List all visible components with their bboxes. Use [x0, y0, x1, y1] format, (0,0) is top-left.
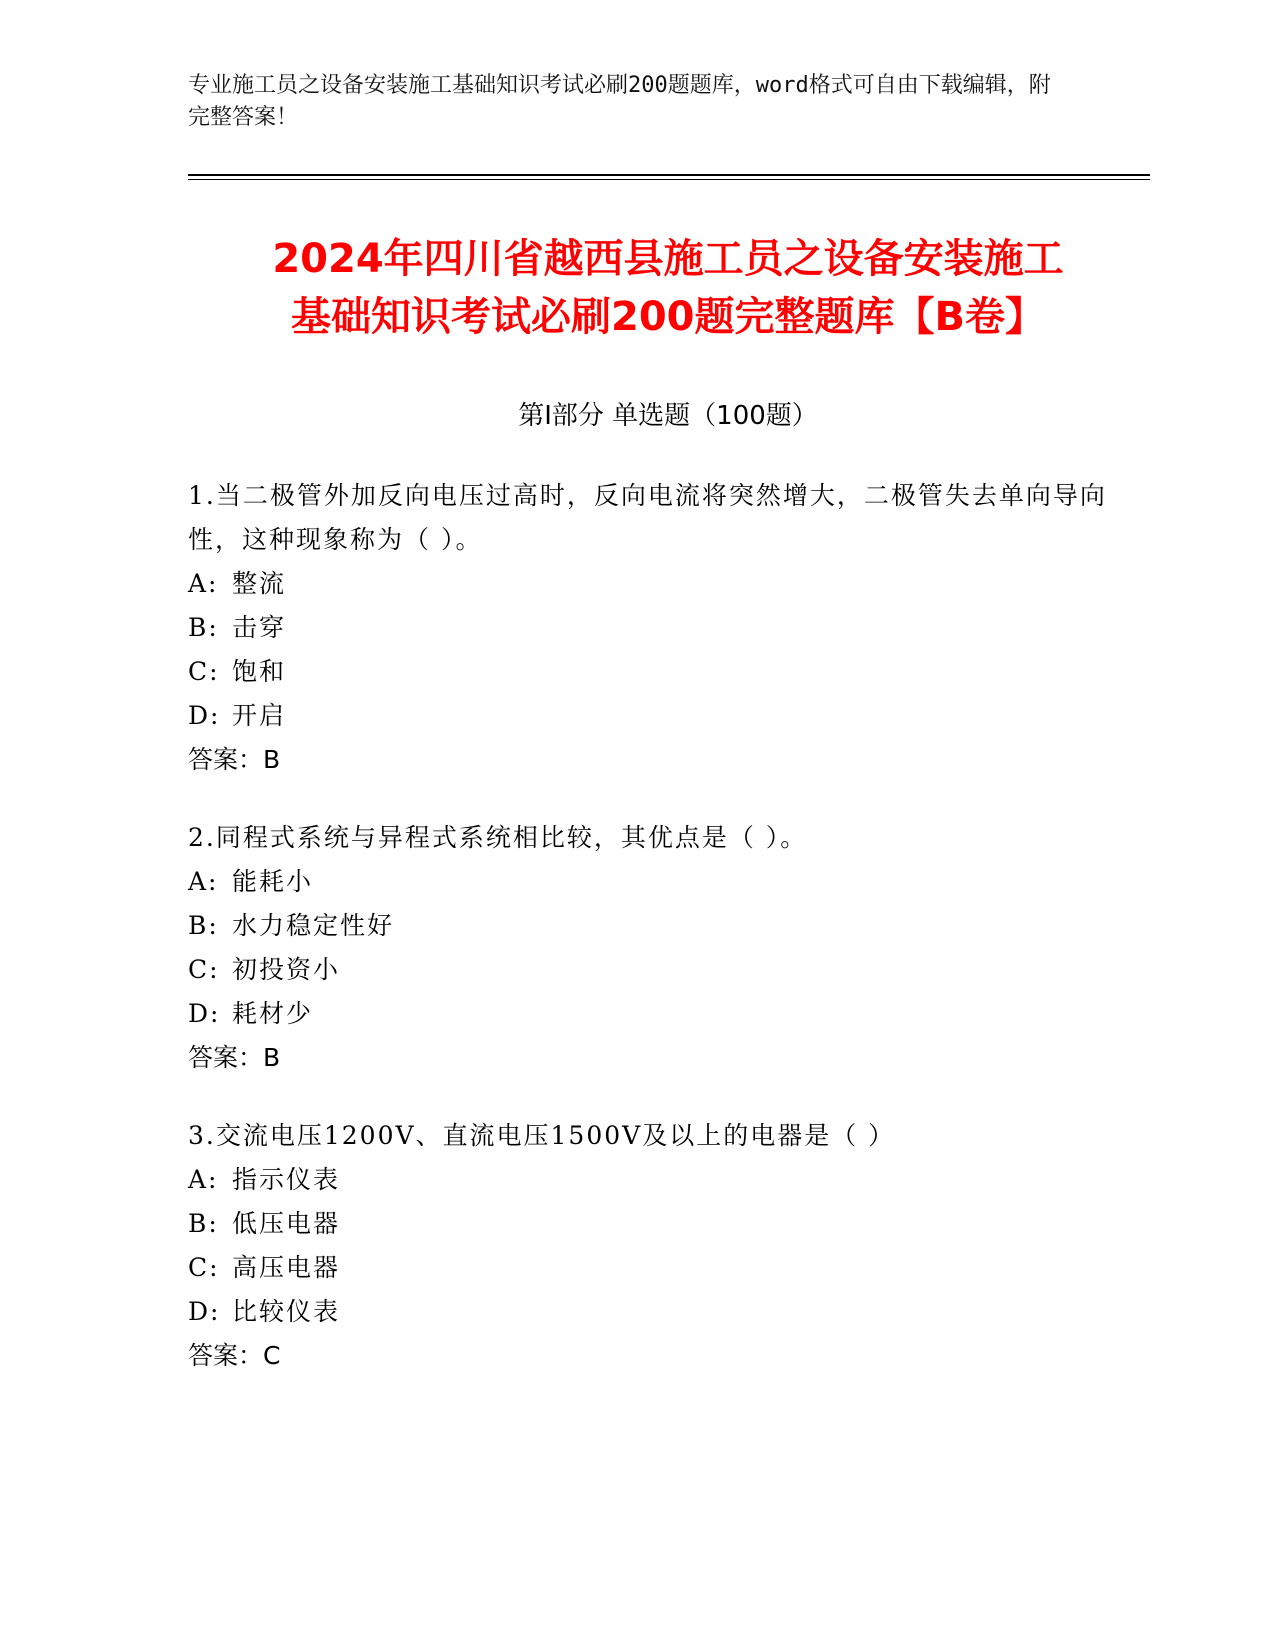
document-title-line-2: 基础知识考试必刷200题完整题库【B卷】: [291, 294, 1045, 340]
option-text: 饱和: [232, 657, 287, 686]
option-text: 耗材少: [232, 999, 314, 1028]
option-text: 能耗小: [232, 867, 314, 896]
option-letter: C:: [188, 955, 220, 984]
question-option: [188, 992, 1148, 1036]
question-option: [188, 860, 1148, 904]
question-2: [188, 816, 1148, 1080]
option-text: 整流: [232, 569, 287, 598]
option-letter: A:: [188, 867, 219, 896]
option-letter: B:: [188, 911, 219, 940]
option-text: 高压电器: [232, 1253, 341, 1282]
question-list: [188, 474, 1148, 1378]
question-stem: 1.当二极管外加反向电压过高时，反向电流将突然增大，二极管失去单向导向性，这种现象称为（ ）。: [188, 481, 1107, 554]
option-text: 比较仪表: [232, 1297, 341, 1326]
option-text: 开启: [232, 701, 287, 730]
question-answer: 答案：C: [188, 1341, 281, 1370]
question-option: [188, 1158, 1148, 1202]
question-1: [188, 474, 1148, 782]
document-page: [188, 70, 1148, 1412]
option-letter: B:: [188, 613, 219, 642]
question-option: [188, 1246, 1148, 1290]
option-letter: C:: [188, 657, 220, 686]
question-option: [188, 1290, 1148, 1334]
question-answer: 答案：B: [188, 745, 281, 774]
option-letter: D:: [188, 701, 221, 730]
question-3: [188, 1114, 1148, 1378]
header-note: 专业施工员之设备安装施工基础知识考试必刷200题题库，word格式可自由下载编辑，附完整答案！: [188, 73, 1051, 130]
option-letter: C:: [188, 1253, 220, 1282]
document-title: [188, 230, 1148, 346]
option-text: 击穿: [232, 613, 287, 642]
option-text: 初投资小: [232, 955, 341, 984]
question-option: [188, 904, 1148, 948]
question-option: [188, 1202, 1148, 1246]
question-option: [188, 606, 1148, 650]
option-text: 指示仪表: [232, 1165, 341, 1194]
option-letter: D:: [188, 999, 221, 1028]
question-stem: 2.同程式系统与异程式系统相比较，其优点是（ ）。: [188, 823, 808, 852]
question-option: [188, 694, 1148, 738]
header-divider: [188, 174, 1150, 180]
question-stem: 3.交流电压1200V、直流电压1500V及以上的电器是（ ）: [188, 1121, 896, 1150]
question-answer: 答案：B: [188, 1043, 281, 1072]
question-option: [188, 650, 1148, 694]
option-letter: A:: [188, 569, 219, 598]
question-option: [188, 948, 1148, 992]
option-letter: D:: [188, 1297, 221, 1326]
option-text: 水力稳定性好: [232, 911, 395, 940]
section-title: 第Ⅰ部分 单选题（100题）: [518, 401, 818, 431]
option-letter: A:: [188, 1165, 219, 1194]
divider-thin-line: [188, 179, 1150, 180]
document-title-line-1: 2024年四川省越西县施工员之设备安装施工: [272, 236, 1064, 282]
option-text: 低压电器: [232, 1209, 341, 1238]
option-letter: B:: [188, 1209, 219, 1238]
question-option: [188, 562, 1148, 606]
